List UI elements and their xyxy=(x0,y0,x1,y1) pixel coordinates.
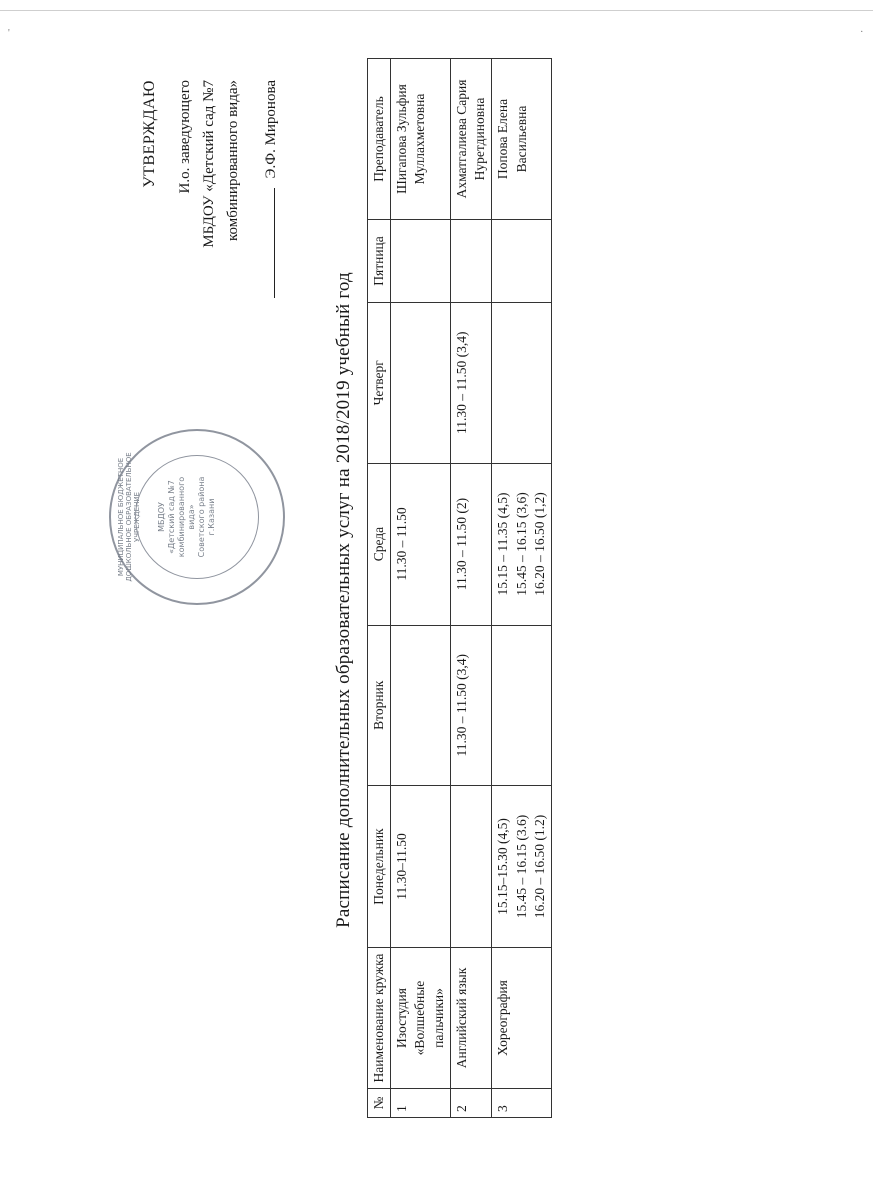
time-slot: 11.30–11.50 xyxy=(394,833,410,900)
thu-slots xyxy=(450,303,491,464)
time-slot: 15.45 – 16.15 (3.6) xyxy=(513,814,529,919)
schedule-table xyxy=(367,58,552,1118)
row-number: 3 xyxy=(492,1089,552,1118)
col-header-name: Наименование кружка xyxy=(368,948,391,1089)
signature-line xyxy=(259,80,283,440)
fri-slots xyxy=(450,220,491,303)
row-number: 1 xyxy=(391,1089,451,1118)
col-header-fri: Пятница xyxy=(368,220,391,303)
signer-name: Э.Ф. Миронова xyxy=(262,80,279,179)
col-header-thu: Четверг xyxy=(368,303,391,464)
thu-slots xyxy=(391,303,451,464)
time-slot: 11.30 – 11.50 (2) xyxy=(453,497,469,591)
table-row xyxy=(450,59,491,1118)
activity-name: Изостудия «Волшебные пальчики» xyxy=(391,948,451,1089)
stamp-center-text: МБДОУ «Детский сад №7 комбинированного вида» Советского района г.Казани xyxy=(157,476,216,558)
activity-name: Английский язык xyxy=(450,948,491,1089)
time-slot: 15.45 – 16.15 (3,6) xyxy=(513,492,529,596)
mon-slots xyxy=(492,786,552,948)
tue-slots xyxy=(391,625,451,786)
fri-slots xyxy=(391,220,451,303)
tue-slots xyxy=(492,625,552,786)
col-header-teacher: Преподаватель xyxy=(368,59,391,220)
wed-slots xyxy=(391,463,451,625)
row-number: 2 xyxy=(450,1089,491,1118)
time-slot: 16.20 – 16.50 (1,2) xyxy=(531,492,547,596)
activity-name: Хореография xyxy=(492,948,552,1089)
fri-slots xyxy=(492,220,552,303)
signature-rule xyxy=(274,188,275,298)
col-header-tue: Вторник xyxy=(368,625,391,786)
approval-block xyxy=(137,80,283,440)
wed-slots xyxy=(492,463,552,625)
approval-title: УТВЕРЖДАЮ xyxy=(141,80,158,188)
official-stamp xyxy=(109,429,285,605)
approval-line: МБДОУ «Детский сад №7 xyxy=(200,80,217,248)
time-slot: 15.15 – 11.35 (4,5) xyxy=(495,492,511,596)
table-header-row xyxy=(368,59,391,1118)
stamp-ring-text: МУНИЦИПАЛЬНОЕ БЮДЖЕТНОЕ ДОШКОЛЬНОЕ ОБРАЗОВАТЕЛЬНОЕ УЧРЕЖДЕНИЕ xyxy=(117,452,141,582)
teacher-name: Шигапова Зульфия Муллахметовна xyxy=(391,59,451,220)
mon-slots xyxy=(391,786,451,948)
time-slot: 16.20 – 16.50 (1.2) xyxy=(531,814,547,919)
col-header-wed: Среда xyxy=(368,463,391,625)
tue-slots xyxy=(450,625,491,786)
thu-slots xyxy=(492,303,552,464)
table-row xyxy=(391,59,451,1118)
col-header-mon: Понедельник xyxy=(368,786,391,948)
time-slot: 11.30 – 11.50 (3,4) xyxy=(453,331,469,435)
schedule-title: Расписание дополнительных образовательных услуг на 2018/2019 учебный год xyxy=(333,272,354,928)
teacher-name: Ахматгалиева Сария Нуретдиновна xyxy=(450,59,491,220)
document-page xyxy=(117,50,747,1150)
scan-mark: . xyxy=(860,24,863,35)
scan-edge-line xyxy=(0,10,873,11)
mon-slots xyxy=(450,786,491,948)
time-slot: 11.30 – 11.50 xyxy=(394,507,410,581)
teacher-name: Попова Елена Васильевна xyxy=(492,59,552,220)
approval-line: И.о. заведующего xyxy=(176,80,193,194)
scan-mark: ' xyxy=(8,28,10,39)
time-slot: 15.15–15.30 (4,5) xyxy=(495,818,511,915)
wed-slots xyxy=(450,463,491,625)
approval-line: комбинированного вида» xyxy=(224,80,241,241)
col-header-num: № xyxy=(368,1089,391,1118)
table-row xyxy=(492,59,552,1118)
time-slot: 11.30 – 11.50 (3,4) xyxy=(453,654,469,757)
